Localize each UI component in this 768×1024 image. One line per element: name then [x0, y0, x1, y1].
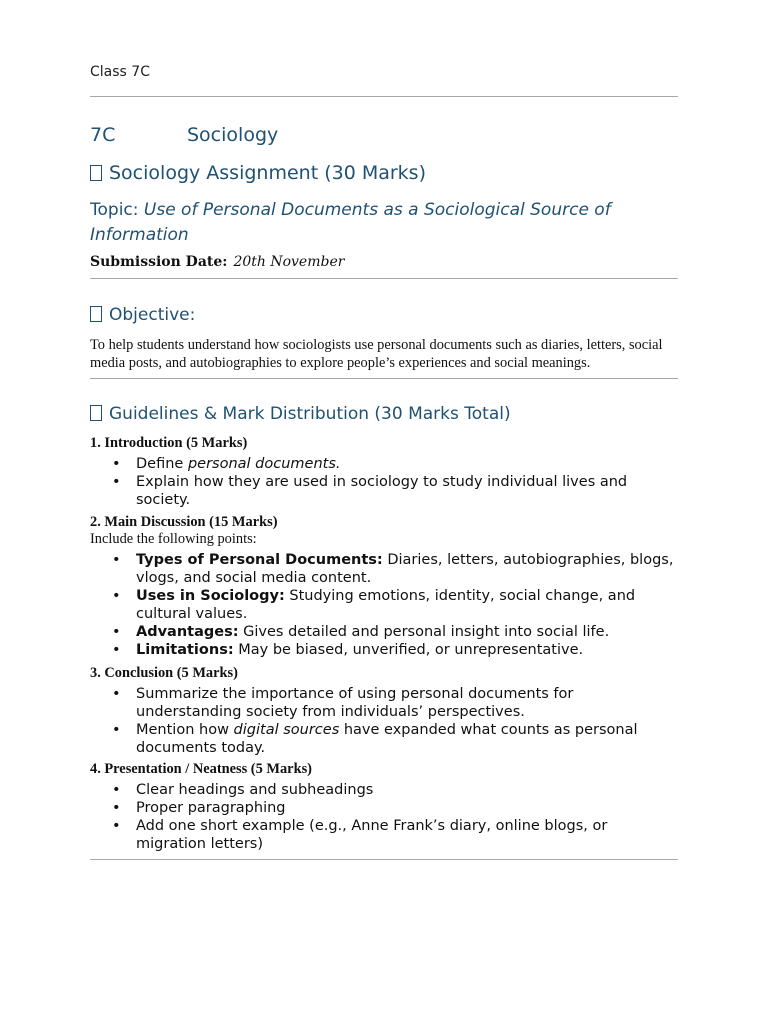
guidelines-heading: Guidelines & Mark Distribution (30 Marks Total): [90, 404, 511, 424]
divider: [90, 278, 678, 279]
objective-heading: Objective:: [90, 305, 195, 325]
submission-label: Submission Date:: [90, 254, 228, 270]
assignment-title: Sociology Assignment (30 Marks): [90, 162, 426, 184]
list-item: • Explain how they are used in sociology to study individual lives and society.: [90, 473, 678, 509]
list-item: • Limitations: May be biased, unverified, or unrepresentative.: [90, 641, 678, 659]
list-item: • Add one short example (e.g., Anne Frank’s diary, online blogs, or migration letters): [90, 817, 678, 853]
topic-line: [90, 198, 678, 248]
topic-prefix: Topic:: [90, 200, 144, 220]
list-item: • Types of Personal Documents: Diaries, letters, autobiographies, blogs, vlogs, and social media content.: [90, 551, 678, 587]
list-item: • Uses in Sociology: Studying emotions, identity, social change, and cultural values.: [90, 587, 678, 623]
topic-text: Use of Personal Documents as a Sociological Source of Information: [90, 200, 611, 245]
title-row: [90, 124, 279, 146]
divider: [90, 859, 678, 860]
placeholder-glyph-icon: [90, 306, 102, 322]
subject-title: Sociology: [187, 124, 279, 146]
list-item: • Summarize the importance of using personal documents for understanding society from individuals’ perspectives.: [90, 685, 678, 721]
discussion-list: [90, 551, 678, 659]
presentation-list: [90, 781, 678, 853]
conclusion-list: [90, 685, 678, 757]
list-item: • Clear headings and subheadings: [90, 781, 678, 799]
divider: [90, 378, 678, 379]
list-item: • Mention how digital sources have expanded what counts as personal documents today.: [90, 721, 678, 757]
section-heading-presentation: 4. Presentation / Neatness (5 Marks): [90, 761, 312, 777]
list-item: • Define personal documents.: [90, 455, 678, 473]
list-item: • Proper paragraphing: [90, 799, 678, 817]
list-item: • Advantages: Gives detailed and personal insight into social life.: [90, 623, 678, 641]
discussion-lead: Include the following points:: [90, 531, 257, 547]
placeholder-glyph-icon: [90, 165, 102, 181]
section-heading-discussion: 2. Main Discussion (15 Marks): [90, 514, 278, 530]
submission-date: [90, 254, 344, 270]
section-heading-introduction: 1. Introduction (5 Marks): [90, 435, 248, 451]
divider: [90, 96, 678, 97]
submission-value: 20th November: [233, 254, 345, 270]
objective-text: To help students understand how sociologists use personal documents such as diaries, letters, social media posts, and autobiographies to explore people’s experiences and social meanings.: [90, 337, 663, 371]
class-code: 7C: [90, 124, 116, 146]
section-heading-conclusion: 3. Conclusion (5 Marks): [90, 665, 238, 681]
introduction-list: [90, 455, 678, 509]
class-label: Class 7C: [90, 64, 150, 80]
placeholder-glyph-icon: [90, 405, 102, 421]
